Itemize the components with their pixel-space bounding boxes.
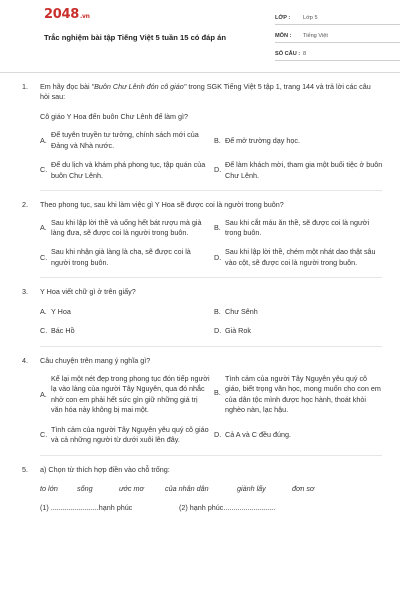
- question-3: [22, 287, 382, 346]
- options: [40, 130, 382, 181]
- word-bank-item: đơn sơ: [292, 484, 315, 494]
- word-bank-item: ước mơ: [119, 484, 144, 494]
- question-list: [22, 80, 382, 513]
- meta-row-subject: [275, 29, 400, 43]
- page-header: [22, 0, 380, 60]
- meta-row-class: [275, 11, 400, 25]
- question-number: 3.: [22, 287, 28, 297]
- meta-key: SỐ CÂU :: [275, 50, 301, 57]
- question-4: [22, 356, 382, 456]
- question-text: Câu chuyện trên mang ý nghĩa gì?: [40, 355, 151, 365]
- question-separator: [40, 455, 382, 456]
- blank-2[interactable]: (2) hạnh phúc..........................: [179, 502, 276, 512]
- question-1: [22, 82, 382, 191]
- meta-row-count: [275, 47, 400, 61]
- document-title: Trắc nghiệm bài tập Tiếng Việt 5 tuần 15 có đáp án: [44, 33, 227, 42]
- site-logo[interactable]: 2048.vn: [44, 7, 90, 22]
- question-number: 4.: [22, 355, 28, 365]
- word-bank: [40, 484, 382, 494]
- option-a[interactable]: A. Y Hoa: [40, 306, 71, 316]
- option-b[interactable]: B. Tình cảm của người Tây Nguyên yêu quý cô giáo, biết trọng văn học, mong muốn cho con em của dân tộc mình được học hành, thoát khỏi nghèo nàn, lạc hậu.: [214, 374, 381, 415]
- option-d[interactable]: D. Cả A và C đều đúng.: [214, 429, 291, 439]
- option-c[interactable]: C. Để du lịch và khám phá phong tục, tập quán của buôn Chư Lênh.: [40, 160, 206, 180]
- option-d[interactable]: D. Già Rok: [214, 326, 251, 336]
- word-bank-item: to lớn: [40, 484, 58, 494]
- question-separator: [40, 277, 382, 278]
- meta-value: Tiếng Việt: [303, 32, 328, 39]
- option-c[interactable]: C. Sau khi nhận già làng là cha, sẽ được coi là người trong buôn.: [40, 247, 191, 267]
- option-b[interactable]: B. Chư Sênh: [214, 306, 258, 316]
- option-a[interactable]: A. Sau khi lập lời thề và uống hết bát rượu mà già làng đưa, sẽ được coi là người trong buôn.: [40, 217, 202, 237]
- blank-1[interactable]: (1) ........................hạnh phúc: [40, 502, 133, 512]
- question-text: Cô giáo Y Hoa đến buôn Chư Lênh để làm gì?: [40, 111, 189, 121]
- header-divider: [0, 72, 400, 73]
- question-separator: [40, 190, 382, 191]
- meta-value: Lớp 5: [303, 14, 318, 21]
- option-c[interactable]: C. Tình cảm của người Tây Nguyên yêu quý cô giáo và cả những người từ dưới xuôi lên đây.: [40, 424, 209, 445]
- question-text: Y Hoa viết chữ gì ở trên giấy?: [40, 287, 136, 297]
- question-instruction: a) Chọn từ thích hợp điền vào chỗ trống:: [40, 464, 170, 474]
- question-separator: [40, 346, 382, 347]
- options: [40, 307, 382, 337]
- question-number: 1.: [22, 82, 28, 91]
- option-d[interactable]: D. Để làm khách mời, tham gia một buổi tiệc ở buôn Chư Lênh.: [214, 160, 383, 180]
- option-c[interactable]: C. Bác Hồ: [40, 326, 75, 336]
- option-d[interactable]: D. Sau khi lập lời thề, chém một nhát dao thật sâu vào cột, sẽ được coi là người trong buôn.: [214, 247, 376, 267]
- option-b[interactable]: B. Sau khi cắt máu ăn thề, sẽ được coi là người trong buôn.: [214, 217, 370, 237]
- question-number: 2.: [22, 200, 28, 210]
- option-b[interactable]: B. Để mở trường dạy học.: [214, 135, 300, 145]
- options: [40, 218, 382, 269]
- meta-key: MÔN :: [275, 32, 292, 39]
- meta-box: [275, 11, 400, 65]
- question-intro: Em hãy đọc bài "Buôn Chư Lênh đón cô giáo" trong SGK Tiếng Việt 5 tập 1, trang 144 và trả lời các câu hỏi sau:: [40, 82, 371, 102]
- options: [40, 374, 382, 446]
- word-bank-item: của nhân dân: [165, 484, 209, 494]
- question-number: 5.: [22, 464, 28, 474]
- question-5: [22, 465, 382, 513]
- fill-in-blanks: [40, 503, 382, 513]
- option-a[interactable]: A. Kể lại một nét đẹp trong phong tục đón tiếp người lạ vào làng của người Tây Nguyên, qua đó nhắc nhở con em phải hết sức gìn giữ những giá trị văn hóa này không bị mai một.: [40, 374, 210, 415]
- meta-key: LỚP :: [275, 14, 291, 21]
- word-bank-item: giành lấy: [237, 484, 266, 494]
- question-text: Theo phong tục, sau khi làm việc gì Y Hoa sẽ được coi là người trong buôn?: [40, 200, 284, 210]
- word-bank-item: sống: [77, 484, 93, 494]
- question-2: [22, 200, 382, 278]
- option-a[interactable]: A. Để tuyên truyền tư tưởng, chính sách mới của Đảng và Nhà nước.: [40, 130, 199, 150]
- meta-value: 8: [303, 50, 307, 57]
